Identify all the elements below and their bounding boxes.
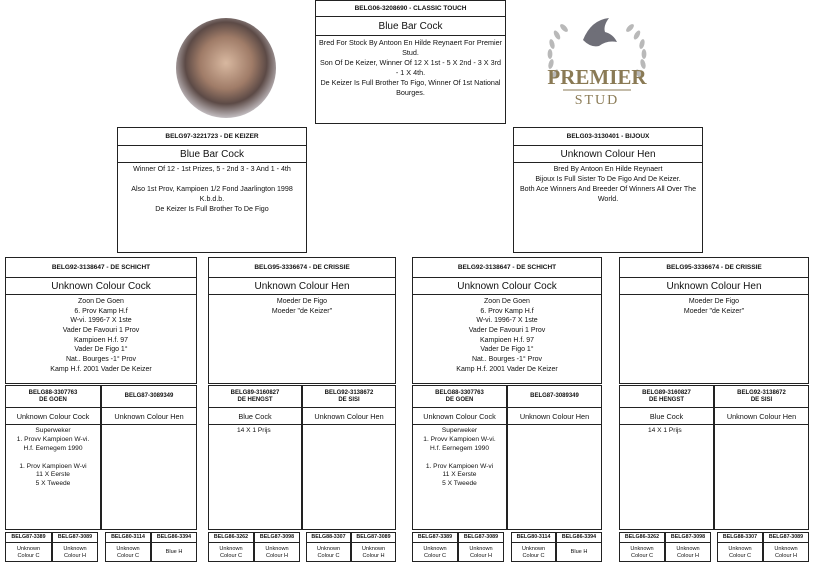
gen5-card: [412, 532, 458, 562]
logo-line2: STUD: [574, 93, 620, 108]
gen4-card: [714, 385, 809, 530]
gen5-colour: Unknown Colour C: [219, 545, 243, 559]
gen5-colour: Blue H: [570, 549, 588, 556]
gen4-colour: Blue Cock: [209, 408, 301, 425]
gen3-card: [412, 257, 602, 384]
gen4-description: [715, 425, 808, 429]
gen5-card: [665, 532, 711, 562]
gen4-card: [619, 385, 714, 530]
gen5-ring: BELG86-3262: [209, 533, 253, 543]
gen3-colour: Unknown Colour Hen: [209, 278, 395, 295]
dam-description: Bred By Antoon En Hilde Reynaert Bijoux Is Full Sister To De Figo And De Keizer. Both Ace Winners And Breeder Of Winners All Over The World.: [519, 165, 697, 203]
gen5-card: [306, 532, 351, 562]
gen5-ring: BELG86-3394: [152, 533, 196, 543]
gen5-ring: BELG80-3114: [106, 533, 150, 543]
gen5-card: [105, 532, 151, 562]
subject-colour: Blue Bar Cock: [316, 17, 505, 36]
gen4-card: [507, 385, 602, 530]
gen5-card: [254, 532, 300, 562]
gen5-ring: BELG87-3098: [666, 533, 710, 543]
gen4-ring: BELG92-3138672 DE SISI: [303, 386, 395, 408]
subject-ring: BELG06-3208690 - CLASSIC TOUCH: [316, 1, 505, 17]
owner-photo: [176, 18, 276, 118]
dam-ring: BELG03-3130401 - BIJOUX: [514, 128, 702, 146]
gen4-card: [208, 385, 302, 530]
gen4-ring: BELG88-3307763 DE GOEN: [413, 386, 506, 408]
gen4-ring: BELG92-3138672 DE SISI: [715, 386, 808, 408]
gen5-card: [556, 532, 602, 562]
gen3-colour: Unknown Colour Cock: [413, 278, 601, 295]
gen3-colour: Unknown Colour Cock: [6, 278, 196, 295]
gen5-colour: Unknown Colour H: [361, 545, 386, 559]
gen5-colour: Unknown Colour H: [63, 545, 87, 559]
pigeon-icon: [583, 18, 617, 46]
gen5-colour: Unknown Colour C: [423, 545, 447, 559]
gen4-colour: Unknown Colour Cock: [6, 408, 100, 425]
gen5-ring: BELG87-3098: [255, 533, 299, 543]
gen5-colour: Unknown Colour C: [521, 545, 546, 559]
gen5-ring: BELG88-3307: [307, 533, 350, 543]
gen4-ring: BELG89-3160827 DE HENGST: [620, 386, 713, 408]
gen5-card: [458, 532, 504, 562]
gen3-card: [619, 257, 809, 384]
gen5-ring: BELG87-3089: [459, 533, 503, 543]
gen3-description: Moeder De Figo Moeder "de Keizer": [271, 298, 333, 315]
gen3-description: Zoon De Goen 6. Prov Kamp H.f W-vi. 1996-7 X 1ste Vader De Favouri 1 Prov Kampioen H.f. 97 Vader De Figo 1° Nat.. Bourges -1° Prov Kamp H.f. 2001 Vader De Keizer: [456, 298, 558, 373]
gen4-ring: BELG88-3307763 DE GOEN: [6, 386, 100, 408]
sire-ring: BELG97-3221723 - DE KEIZER: [118, 128, 306, 146]
gen5-card: [351, 532, 396, 562]
gen5-ring: BELG87-3089: [764, 533, 808, 543]
gen5-ring: BELG88-3307: [718, 533, 762, 543]
subject-description: Bred For Stock By Antoon En Hilde Reynaert For Premier Stud. Son Of De Keizer, Winner Of 12 X 1st - 5 X 2nd - 3 X 3rd - 1 X 4th. De Keizer Is Full Brother To Figo, Winner Of 1st National Bourges.: [319, 38, 502, 98]
gen4-colour: Unknown Colour Hen: [715, 408, 808, 425]
gen3-card: [5, 257, 197, 384]
gen5-colour: Unknown Colour H: [774, 545, 798, 559]
gen5-card: [5, 532, 52, 562]
dam-card: [513, 127, 703, 253]
gen5-colour: Unknown Colour C: [16, 545, 41, 559]
gen5-card: [717, 532, 763, 562]
gen4-colour: Unknown Colour Hen: [303, 408, 395, 425]
gen5-colour: Unknown Colour C: [116, 545, 140, 559]
gen4-card: [5, 385, 101, 530]
gen4-colour: Unknown Colour Cock: [413, 408, 506, 425]
gen4-ring: BELG89-3160827 DE HENGST: [209, 386, 301, 408]
gen5-ring: BELG87-3389: [413, 533, 457, 543]
gen4-ring: BELG87-3089349: [508, 386, 601, 408]
gen3-ring: BELG92-3138647 - DE SCHICHT: [6, 258, 196, 278]
gen5-colour: Unknown Colour C: [316, 545, 341, 559]
logo-line1: PREMIER: [547, 65, 647, 89]
sire-description: Winner Of 12 - 1st Prizes, 5 - 2nd 3 - 3 And 1 - 4th Also 1st Prov, Kampioen 1/2 Fond Jaarlington 1998 K.b.d.b. De Keizer Is Full Brother To De Figo: [131, 165, 293, 213]
gen5-card: [763, 532, 809, 562]
gen4-description: Superweker 1. Provv Kampioen W-vi. H.f. Eernegem 1990 1. Prov Kampioen W-vi 11 X Eerste 5 X Tweede: [16, 427, 90, 488]
gen3-colour: Unknown Colour Hen: [620, 278, 808, 295]
gen5-colour: Unknown Colour H: [676, 545, 700, 559]
gen3-description: Moeder De Figo Moeder "de Keizer": [683, 298, 745, 315]
gen5-ring: BELG87-3389: [6, 533, 51, 543]
sire-card: [117, 127, 307, 253]
gen4-description: [303, 425, 395, 429]
gen5-colour: Unknown Colour H: [265, 545, 289, 559]
premier-stud-logo: [533, 10, 661, 114]
gen5-colour: Blue H: [165, 549, 183, 556]
gen4-card: [101, 385, 197, 530]
gen3-ring: BELG95-3336674 - DE CRISSIE: [209, 258, 395, 278]
gen5-ring: BELG87-3089: [53, 533, 97, 543]
gen3-card: [208, 257, 396, 384]
gen4-ring: BELG87-3089349: [102, 386, 196, 408]
gen4-card: [302, 385, 396, 530]
gen4-card: [412, 385, 507, 530]
subject-card: [315, 0, 506, 124]
gen5-card: [619, 532, 665, 562]
gen4-colour: Blue Cock: [620, 408, 713, 425]
gen4-colour: Unknown Colour Hen: [102, 408, 196, 425]
gen5-card: [52, 532, 98, 562]
gen5-colour: Unknown Colour C: [630, 545, 654, 559]
gen4-description: 14 X 1 Prijs: [648, 427, 682, 434]
gen5-ring: BELG87-3089: [352, 533, 395, 543]
gen5-ring: BELG86-3394: [557, 533, 601, 543]
gen5-card: [151, 532, 197, 562]
gen3-ring: BELG95-3336674 - DE CRISSIE: [620, 258, 808, 278]
gen5-ring: BELG86-3262: [620, 533, 664, 543]
gen4-description: 14 X 1 Prijs: [237, 427, 271, 434]
gen4-colour: Unknown Colour Hen: [508, 408, 601, 425]
gen4-description: Superweker 1. Provv Kampioen W-vi. H.f. Eernegem 1990 1. Prov Kampioen W-vi 11 X Eerste 5 X Tweede: [423, 427, 496, 488]
gen4-description: [508, 425, 601, 429]
gen5-ring: BELG80-3114: [512, 533, 555, 543]
gen5-colour: Unknown Colour H: [469, 545, 493, 559]
gen5-colour: Unknown Colour C: [728, 545, 752, 559]
laurel-wreath-icon: [533, 10, 661, 114]
gen5-card: [208, 532, 254, 562]
gen5-card: [511, 532, 556, 562]
gen3-ring: BELG92-3138647 - DE SCHICHT: [413, 258, 601, 278]
dam-colour: Unknown Colour Hen: [514, 146, 702, 163]
sire-colour: Blue Bar Cock: [118, 146, 306, 163]
gen3-description: Zoon De Goen 6. Prov Kamp H.f W-vi. 1996-7 X 1ste Vader De Favouri 1 Prov Kampioen H.f. 97 Vader De Figo 1° Nat.. Bourges -1° Prov Kamp H.f. 2001 Vader De Keizer: [50, 298, 152, 373]
gen4-description: [102, 425, 196, 429]
